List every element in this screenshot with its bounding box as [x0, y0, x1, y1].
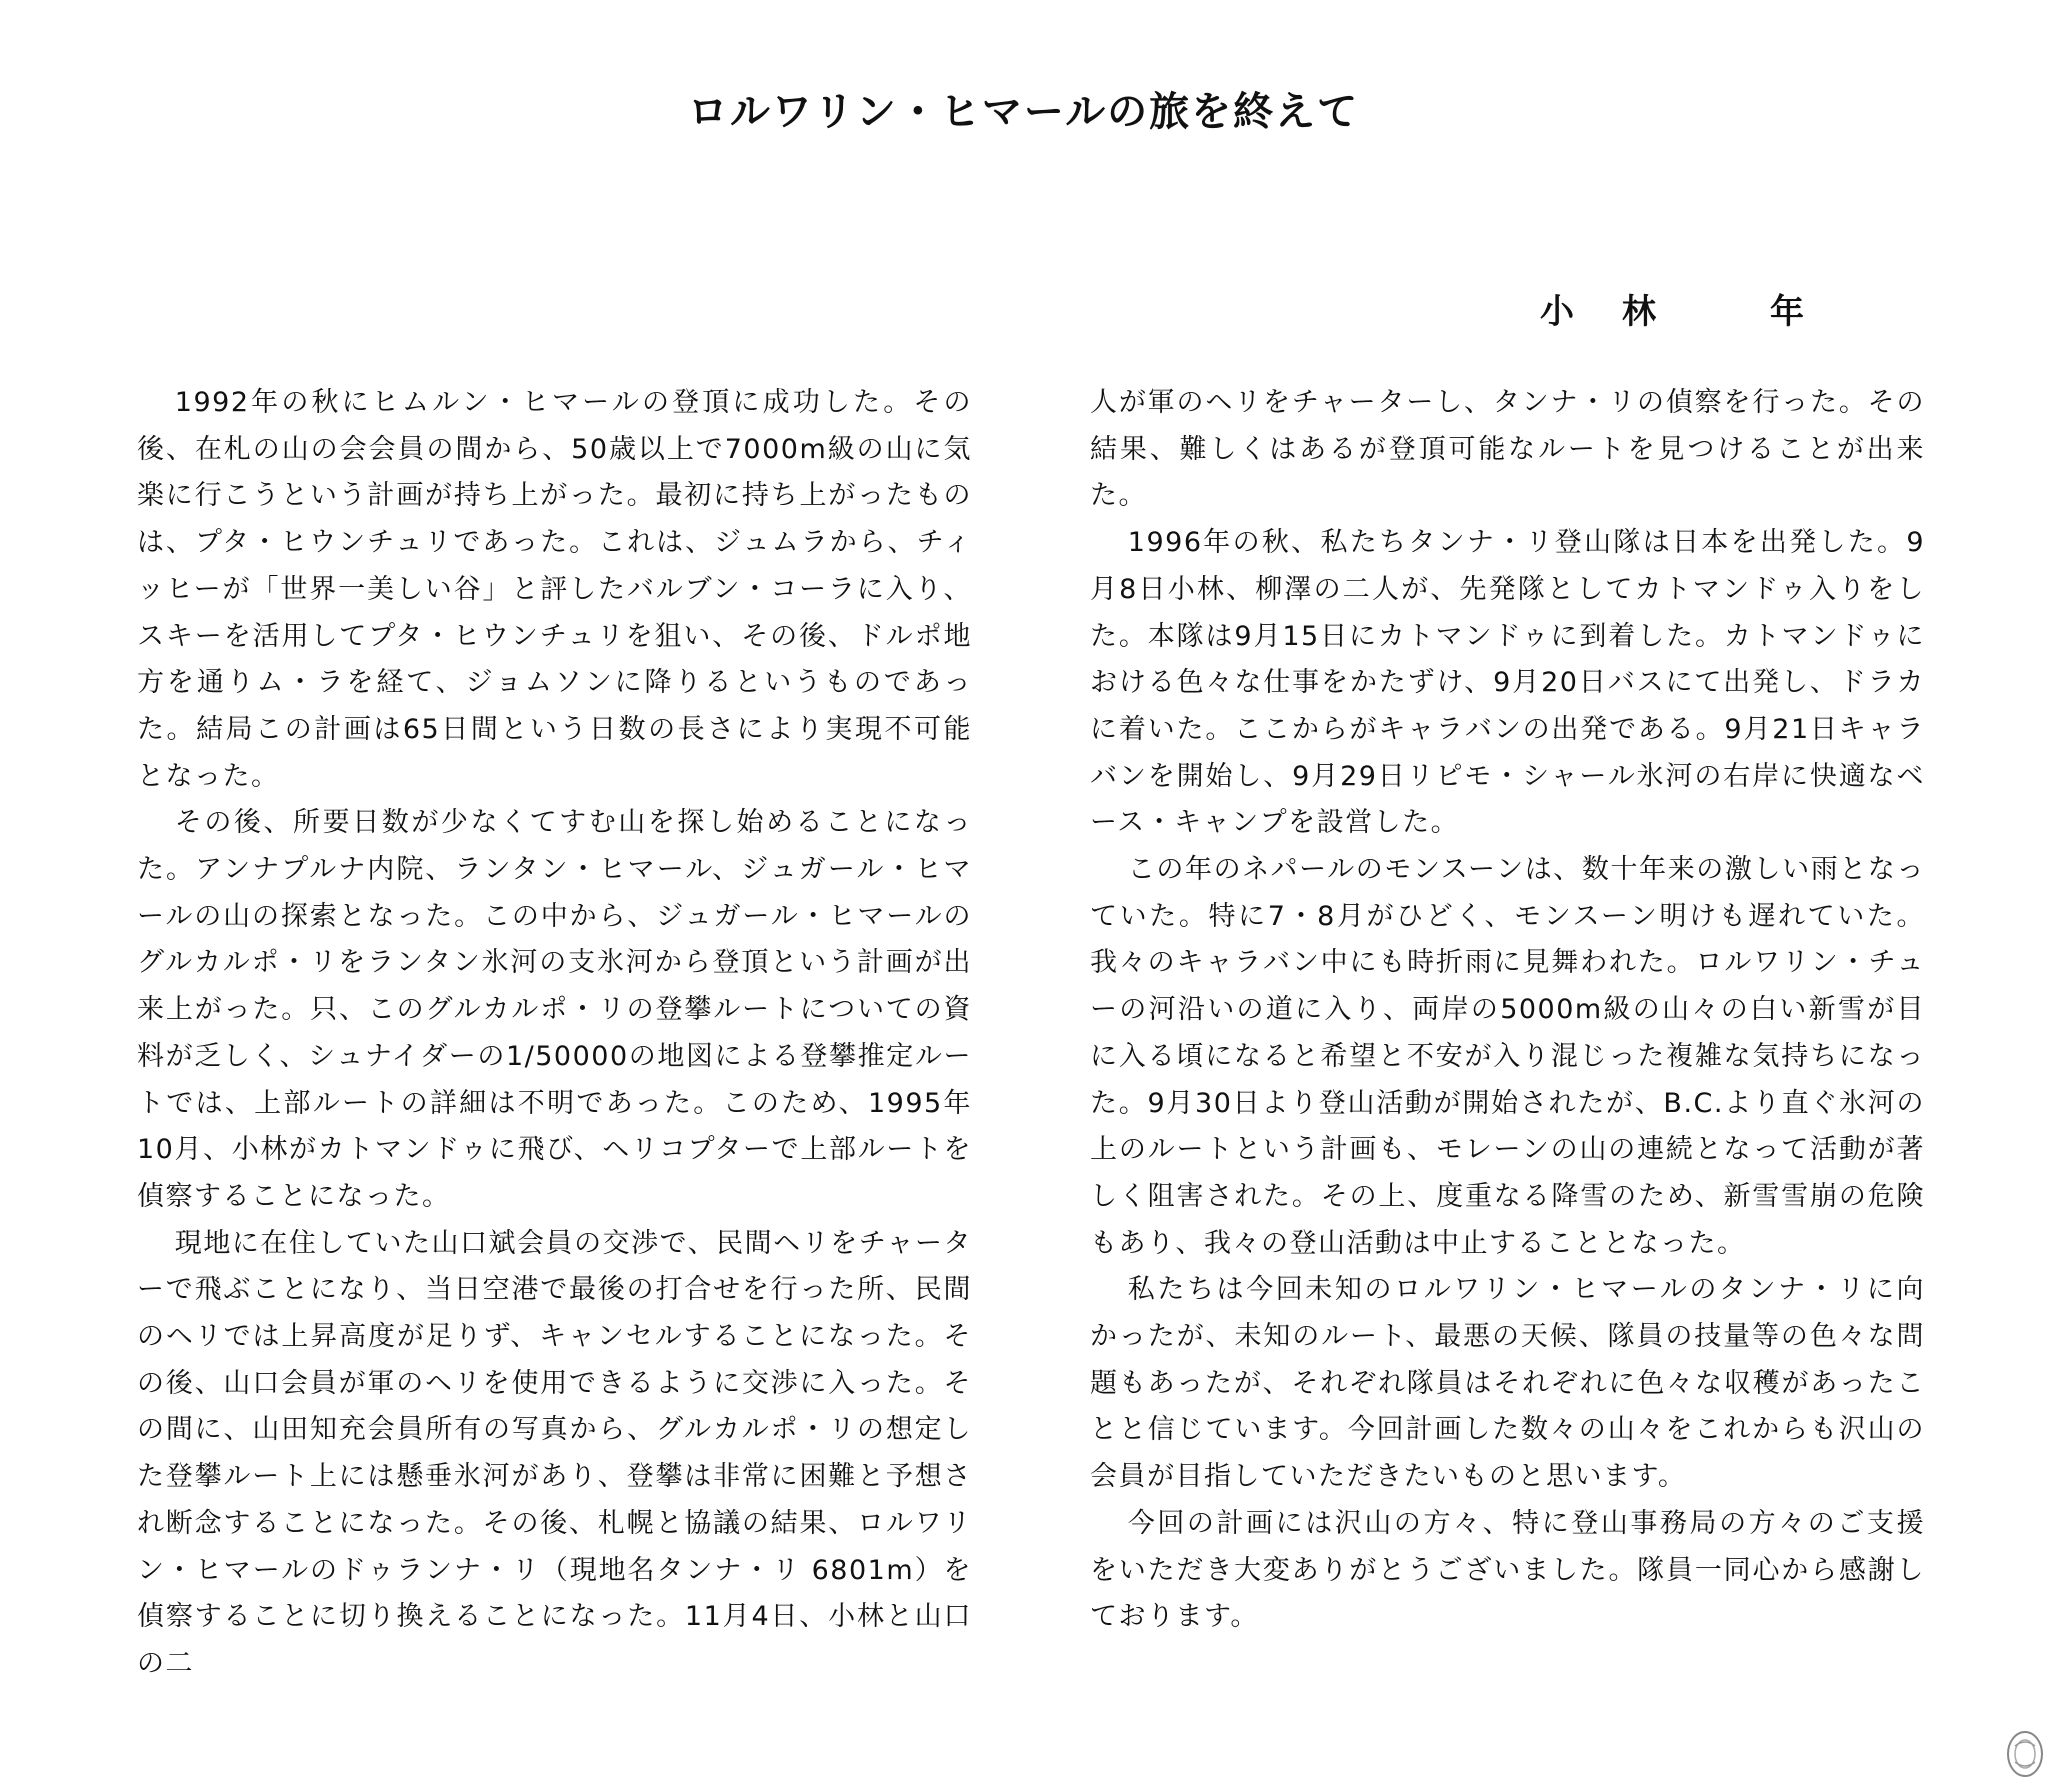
paragraph: 今回の計画には沢山の方々、特に登山事務局の方々のご支援をいただき大変ありがとうございました。隊員一同心から感謝しております。	[1090, 1507, 1925, 1633]
author-name	[1540, 284, 1820, 340]
author-given-name: 年	[1770, 292, 1804, 332]
paragraph: 私たちは今回未知のロルワリン・ヒマールのタンナ・リに向かったが、未知のルート、最悪の天候、隊員の技量等の色々な問題もあったが、それぞれ隊員はそれぞれに色々な収穫があったことと信じています。今回計画した数々の山々をこれからも沢山の会員が目指していただきたいものと思います。	[1090, 1274, 1925, 1493]
corner-stamp-icon	[2001, 1720, 2045, 1780]
right-text-column	[1090, 380, 1925, 1641]
left-text-column	[137, 380, 972, 1688]
article-title: ロルワリン・ヒマールの旅を終えて	[687, 89, 1360, 135]
paragraph-continuation: 人が軍のヘリをチャーターし、タンナ・リの偵察を行った。その結果、難しくはあるが登頂可能なルートを見つけることが出来た。	[1090, 387, 1925, 512]
paragraph: 1992年の秋にヒムルン・ヒマールの登頂に成功した。その後、在札の山の会会員の間から、50歳以上で7000m級の山に気楽に行こうという計画が持ち上がった。最初に持ち上がったものは、プタ・ヒウンチュリであった。これは、ジュムラから、チィッヒーが「世界一美しい谷」と評したバルブン・コーラに入り、スキーを活用してプタ・ヒウンチュリを狙い、その後、ドルポ地方を通りム・ラを経て、ジョムソンに降りるというものであった。結局この計画は65日間という日数の長さにより実現不可能となった。	[137, 387, 972, 792]
paragraph: 現地に在住していた山口斌会員の交渉で、民間ヘリをチャーターで飛ぶことになり、当日空港で最後の打合せを行った所、民間のヘリでは上昇高度が足りず、キャンセルすることになった。その後、山口会員が軍のヘリを使用できるように交渉に入った。その間に、山田知充会員所有の写真から、グルカルポ・リの想定した登攀ルート上には懸垂氷河があり、登攀は非常に困難と予想され断念することになった。その後、札幌と協議の結果、ロルワリン・ヒマールのドゥランナ・リ（現地名タンナ・リ 6801m）を偵察することに切り換えることになった。11月4日、小林と山口の二	[137, 1227, 972, 1679]
paragraph: この年のネパールのモンスーンは、数十年来の激しい雨となっていた。特に7・8月がひどく、モンスーン明けも遅れていた。我々のキャラバン中にも時折雨に見舞われた。ロルワリン・チューの河沿いの道に入り、両岸の5000m級の山々の白い新雪が目に入る頃になると希望と不安が入り混じった複雑な気持ちになった。9月30日より登山活動が開始されたが、B.C.より直ぐ氷河の上のルートという計画も、モレーンの山の連続となって活動が著しく阻害された。その上、度重なる降雪のため、新雪雪崩の危険もあり、我々の登山活動は中止することとなった。	[1090, 854, 1925, 1259]
paragraph: 1996年の秋、私たちタンナ・リ登山隊は日本を出発した。9月8日小林、柳澤の二人が、先発隊としてカトマンドゥ入りをした。本隊は9月15日にカトマンドゥに到着した。カトマンドゥにおける色々な仕事をかたずけ、9月20日バスにて出発し、ドラカに着いた。ここからがキャラバンの出発である。9月21日キャラバンを開始し、9月29日リピモ・シャール氷河の右岸に快適なベース・キャンプを設営した。	[1090, 527, 1925, 839]
author-surname-first-char: 小	[1540, 292, 1574, 332]
author-surname-second-char: 林	[1622, 292, 1656, 332]
paragraph: その後、所要日数が少なくてすむ山を探し始めることになった。アンナプルナ内院、ランタン・ヒマール、ジュガール・ヒマールの山の探索となった。この中から、ジュガール・ヒマールのグルカルポ・リをランタン氷河の支氷河から登頂という計画が出来上がった。只、このグルカルポ・リの登攀ルートについての資料が乏しく、シュナイダーの1/50000の地図による登攀推定ルートでは、上部ルートの詳細は不明であった。このため、1995年10月、小林がカトマンドゥに飛び、ヘリコプターで上部ルートを偵察することになった。	[137, 807, 972, 1212]
